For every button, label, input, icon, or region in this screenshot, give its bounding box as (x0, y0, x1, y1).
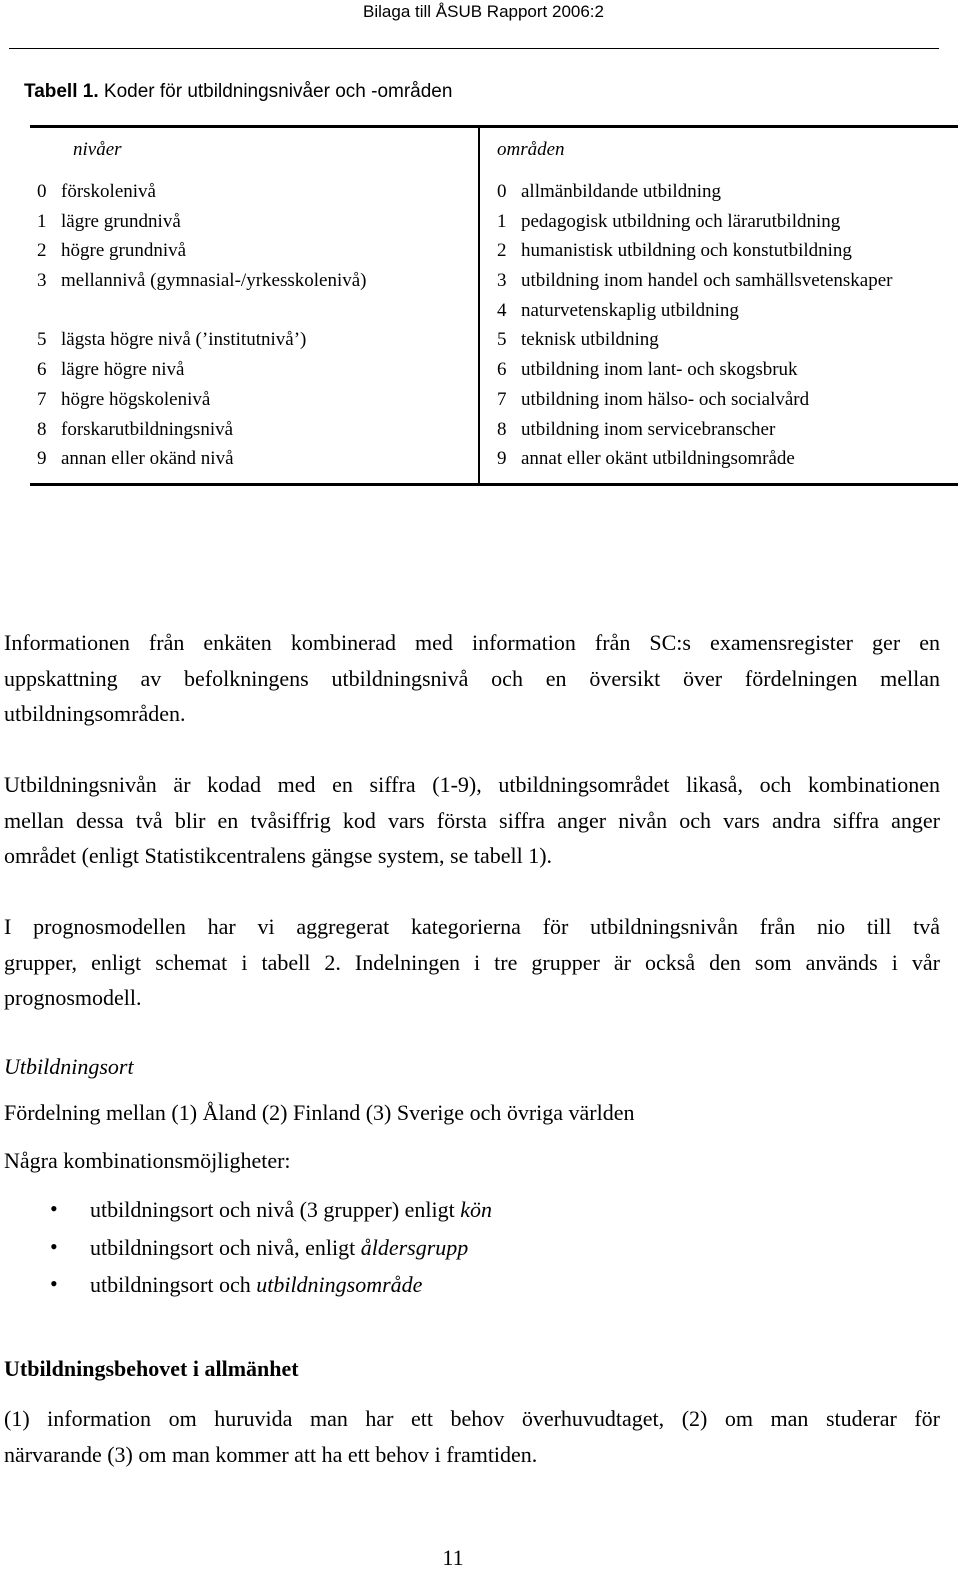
list-item-italic: utbildningsområde (256, 1272, 423, 1297)
paragraph-needs (4, 1401, 940, 1472)
table-caption-text: Koder för utbildningsnivåer och -områden (98, 81, 453, 102)
level-code: 6 (37, 359, 47, 381)
paragraph-line: mellan dessa två blir en tvåsiffrig kod vars första siffra anger nivån och vars andra siffra anger (4, 807, 940, 833)
combinations-intro: Några kombinationsmöjligheter: (4, 1148, 291, 1173)
list-item-italic: kön (460, 1197, 493, 1222)
paragraph-line: Utbildningsnivån är kodad med en siffra (1-9), utbildningsområdet likaså, och kombinationen (4, 772, 940, 797)
bullet-icon: • (50, 1271, 58, 1296)
distribution-line: Fördelning mellan (1) Åland (2) Finland (3) Sverige och övriga världen (4, 1100, 635, 1125)
level-text: högre grundnivå (61, 240, 187, 262)
area-code: 9 (497, 448, 507, 470)
list-item-text (90, 1272, 422, 1298)
area-code: 6 (497, 359, 507, 381)
area-code: 8 (497, 418, 507, 440)
paragraph-line: uppskattning av befolkningens utbildningsnivå och en översikt över fördelningen mellan (4, 665, 940, 691)
area-text: utbildning inom handel och samhällsvetenskaper (521, 270, 893, 292)
subheading-utbildningsort: Utbildningsort (4, 1054, 134, 1079)
area-text: utbildning inom servicebranscher (521, 418, 776, 440)
paragraph-line: (1) information om huruvida man har ett behov överhuvudtaget, (2) om man studerar för (4, 1406, 940, 1431)
level-code: 9 (37, 448, 47, 470)
level-code: 5 (37, 329, 47, 351)
area-code: 7 (497, 388, 507, 410)
level-code: 0 (37, 181, 47, 202)
paragraph-information (4, 625, 940, 732)
list-item-plain: utbildningsort och nivå (3 grupper) enligt (90, 1197, 461, 1222)
level-text: lägre grundnivå (61, 210, 181, 232)
level-code: 2 (37, 240, 47, 262)
section-heading: Utbildningsbehovet i allmänhet (4, 1356, 299, 1381)
level-code: 1 (37, 210, 47, 232)
area-text: utbildning inom lant- och skogsbruk (521, 359, 798, 381)
bullet-icon: • (50, 1233, 58, 1259)
level-text: mellannivå (gymnasial-/yrkesskolenivå) (61, 270, 367, 292)
paragraph-line: närvarande (3) om man kommer att ha ett behov i framtiden. (4, 1441, 538, 1467)
area-code: 4 (497, 299, 507, 321)
paragraph-line: Informationen från enkäten kombinerad med information från SC:s examensregister ger en (4, 630, 940, 655)
areas-column-header: områden (497, 139, 565, 160)
level-text: lägre högre nivå (61, 359, 185, 381)
level-code: 7 (37, 388, 47, 410)
list-item-text (90, 1197, 492, 1223)
list-item-plain: utbildningsort och (90, 1272, 257, 1297)
area-code: 3 (497, 270, 507, 292)
level-code: 8 (37, 418, 47, 440)
table-caption-label: Tabell 1. (24, 81, 99, 102)
list-item-italic: åldersgrupp (360, 1234, 469, 1260)
paragraph-line: prognosmodell. (4, 985, 142, 1010)
level-text: förskolenivå (61, 181, 156, 202)
level-code: 3 (37, 270, 47, 292)
area-text: humanistisk utbildning och konstutbildning (521, 240, 852, 262)
level-text: annan eller okänd nivå (61, 448, 234, 470)
table-column-divider (478, 125, 480, 483)
paragraph-line: I prognosmodellen har vi aggregerat kategorierna för utbildningsnivån från nio till två (4, 914, 940, 939)
area-code: 5 (497, 329, 507, 351)
level-text: lägsta högre nivå (’institutnivå’) (61, 329, 307, 351)
page-number: 11 (442, 1545, 464, 1570)
level-text: högre högskolenivå (61, 388, 211, 410)
area-text: utbildning inom hälso- och socialvård (521, 388, 810, 410)
levels-column-header: nivåer (73, 139, 122, 160)
list-item-plain: utbildningsort och nivå, enligt (90, 1234, 361, 1260)
paragraph-line: utbildningsområden. (4, 701, 186, 726)
area-text: naturvetenskaplig utbildning (521, 299, 739, 321)
area-text: annat eller okänt utbildningsområde (521, 448, 795, 470)
bullet-icon: • (50, 1196, 58, 1221)
area-code: 2 (497, 240, 507, 262)
paragraph-line: området (enligt Statistikcentralens gängse system, se tabell 1). (4, 843, 553, 868)
area-text: teknisk utbildning (521, 329, 659, 351)
table-caption (24, 81, 452, 103)
area-code: 0 (497, 181, 507, 202)
area-text: allmänbildande utbildning (521, 181, 721, 202)
level-text: forskarutbildningsnivå (61, 418, 234, 440)
paragraph-model (4, 909, 940, 1016)
area-code: 1 (497, 210, 507, 232)
header-rule (9, 48, 939, 49)
paragraph-line: grupper, enligt schemat i tabell 2. Indelningen i tre grupper är också den som används i vår (4, 949, 940, 975)
list-item-text (90, 1235, 468, 1261)
area-text: pedagogisk utbildning och lärarutbildning (521, 210, 841, 232)
running-header: Bilaga till ÅSUB Rapport 2006:2 (363, 2, 604, 21)
paragraph-coding (4, 767, 940, 874)
